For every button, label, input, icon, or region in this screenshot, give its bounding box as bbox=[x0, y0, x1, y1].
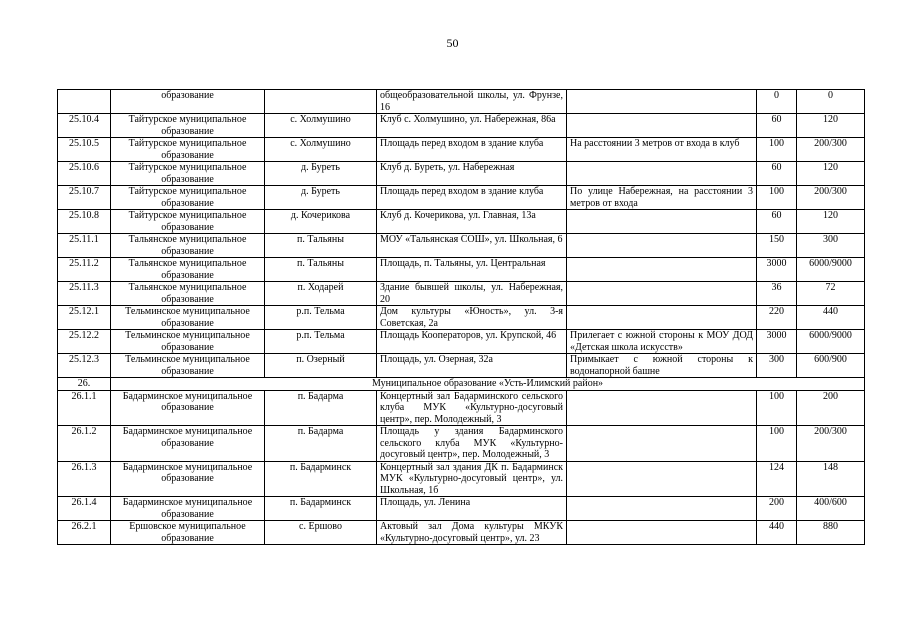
capacity-cell: 100 bbox=[757, 390, 797, 426]
row-number-cell: 25.10.7 bbox=[58, 186, 111, 210]
capacity-max-cell: 120 bbox=[797, 114, 865, 138]
settlement-cell: д. Кочерикова bbox=[265, 210, 377, 234]
note-cell bbox=[567, 114, 757, 138]
note-cell bbox=[567, 426, 757, 462]
note-cell bbox=[567, 521, 757, 545]
capacity-cell: 100 bbox=[757, 186, 797, 210]
settlement-cell: с. Холмушино bbox=[265, 114, 377, 138]
table-row bbox=[58, 461, 865, 497]
table-row bbox=[58, 282, 865, 306]
row-number-cell: 25.12.3 bbox=[58, 354, 111, 378]
capacity-max-cell: 200/300 bbox=[797, 138, 865, 162]
location-cell: Площадь Кооператоров, ул. Крупской, 46 bbox=[377, 330, 567, 354]
municipality-cell: Бадарминское муниципальное образование bbox=[111, 426, 265, 462]
page-number: 50 bbox=[446, 36, 459, 50]
municipality-cell: Бадарминское муниципальное образование bbox=[111, 390, 265, 426]
note-cell bbox=[567, 282, 757, 306]
note-cell bbox=[567, 497, 757, 521]
location-cell: Клуб д. Буреть, ул. Набережная bbox=[377, 162, 567, 186]
row-number-cell: 25.11.3 bbox=[58, 282, 111, 306]
location-cell: Площадь перед входом в здание клуба bbox=[377, 138, 567, 162]
location-cell: МОУ «Тальянская СОШ», ул. Школьная, 6 bbox=[377, 234, 567, 258]
location-cell: Площадь перед входом в здание клуба bbox=[377, 186, 567, 210]
capacity-cell: 150 bbox=[757, 234, 797, 258]
venues-table bbox=[57, 89, 865, 545]
settlement-cell: п. Бадарминск bbox=[265, 497, 377, 521]
settlement-cell: п. Ходарей bbox=[265, 282, 377, 306]
capacity-max-cell: 200 bbox=[797, 390, 865, 426]
municipality-cell: Бадарминское муниципальное образование bbox=[111, 461, 265, 497]
capacity-cell: 60 bbox=[757, 210, 797, 234]
capacity-cell: 440 bbox=[757, 521, 797, 545]
table-row bbox=[58, 354, 865, 378]
capacity-max-cell: 880 bbox=[797, 521, 865, 545]
capacity-cell: 100 bbox=[757, 426, 797, 462]
municipality-cell: Тальянское муниципальное образование bbox=[111, 282, 265, 306]
location-cell: Площадь у здания Бадарминского сельского клуба МУК «Культурно-досуговый центр», пер. Молодежный, 3 bbox=[377, 426, 567, 462]
row-number-cell: 25.11.1 bbox=[58, 234, 111, 258]
settlement-cell: д. Буреть bbox=[265, 162, 377, 186]
capacity-max-cell: 6000/9000 bbox=[797, 258, 865, 282]
settlement-cell: с. Холмушино bbox=[265, 138, 377, 162]
settlement-cell: п. Тальяны bbox=[265, 258, 377, 282]
section-number-cell: 26. bbox=[58, 378, 111, 391]
note-cell bbox=[567, 90, 757, 114]
row-number-cell: 25.11.2 bbox=[58, 258, 111, 282]
location-cell: Здание бывшей школы, ул. Набережная, 20 bbox=[377, 282, 567, 306]
section-row bbox=[58, 378, 865, 391]
capacity-cell: 220 bbox=[757, 306, 797, 330]
table-row bbox=[58, 162, 865, 186]
note-cell bbox=[567, 210, 757, 234]
settlement-cell: п. Озерный bbox=[265, 354, 377, 378]
settlement-cell: р.п. Тельма bbox=[265, 306, 377, 330]
row-number-cell: 26.1.4 bbox=[58, 497, 111, 521]
table-row bbox=[58, 330, 865, 354]
settlement-cell bbox=[265, 90, 377, 114]
row-number-cell: 26.1.3 bbox=[58, 461, 111, 497]
row-number-cell: 25.10.4 bbox=[58, 114, 111, 138]
municipality-cell: Тайтурское муниципальное образование bbox=[111, 186, 265, 210]
settlement-cell: п. Бадарма bbox=[265, 426, 377, 462]
table-row bbox=[58, 306, 865, 330]
row-number-cell: 25.12.2 bbox=[58, 330, 111, 354]
note-cell bbox=[567, 258, 757, 282]
capacity-cell: 124 bbox=[757, 461, 797, 497]
row-number-cell bbox=[58, 90, 111, 114]
capacity-max-cell: 600/900 bbox=[797, 354, 865, 378]
capacity-cell: 60 bbox=[757, 114, 797, 138]
municipality-cell: Тайтурское муниципальное образование bbox=[111, 114, 265, 138]
location-cell: Концертный зал Бадарминского сельского клуба МУК «Культурно-досуговый центр», пер. Молодежный, 3 bbox=[377, 390, 567, 426]
capacity-max-cell: 120 bbox=[797, 210, 865, 234]
capacity-cell: 60 bbox=[757, 162, 797, 186]
settlement-cell: с. Ершово bbox=[265, 521, 377, 545]
capacity-cell: 0 bbox=[757, 90, 797, 114]
row-number-cell: 26.2.1 bbox=[58, 521, 111, 545]
table-row bbox=[58, 210, 865, 234]
note-cell bbox=[567, 306, 757, 330]
location-cell: Клуб с. Холмушино, ул. Набережная, 86а bbox=[377, 114, 567, 138]
settlement-cell: р.п. Тельма bbox=[265, 330, 377, 354]
settlement-cell: д. Буреть bbox=[265, 186, 377, 210]
capacity-max-cell: 72 bbox=[797, 282, 865, 306]
capacity-max-cell: 300 bbox=[797, 234, 865, 258]
municipality-cell: Ершовское муниципальное образование bbox=[111, 521, 265, 545]
capacity-max-cell: 200/300 bbox=[797, 186, 865, 210]
note-cell bbox=[567, 162, 757, 186]
table-row bbox=[58, 114, 865, 138]
capacity-max-cell: 200/300 bbox=[797, 426, 865, 462]
capacity-cell: 200 bbox=[757, 497, 797, 521]
table-row bbox=[58, 521, 865, 545]
note-cell bbox=[567, 461, 757, 497]
location-cell: Площадь, ул. Озерная, 32а bbox=[377, 354, 567, 378]
location-cell: общеобразовательной школы, ул. Фрунзе, 16 bbox=[377, 90, 567, 114]
note-cell: Прилегает с южной стороны к МОУ ДОД «Детская школа искусств» bbox=[567, 330, 757, 354]
table-row bbox=[58, 497, 865, 521]
table-row bbox=[58, 426, 865, 462]
capacity-max-cell: 400/600 bbox=[797, 497, 865, 521]
table-row bbox=[58, 90, 865, 114]
row-number-cell: 26.1.1 bbox=[58, 390, 111, 426]
capacity-max-cell: 0 bbox=[797, 90, 865, 114]
capacity-max-cell: 120 bbox=[797, 162, 865, 186]
note-cell: По улице Набережная, на расстоянии 3 метров от входа bbox=[567, 186, 757, 210]
capacity-cell: 36 bbox=[757, 282, 797, 306]
settlement-cell: п. Бадарминск bbox=[265, 461, 377, 497]
capacity-cell: 300 bbox=[757, 354, 797, 378]
municipality-cell: Тельминское муниципальное образование bbox=[111, 306, 265, 330]
row-number-cell: 25.12.1 bbox=[58, 306, 111, 330]
capacity-cell: 3000 bbox=[757, 330, 797, 354]
row-number-cell: 25.10.5 bbox=[58, 138, 111, 162]
note-cell bbox=[567, 390, 757, 426]
row-number-cell: 25.10.8 bbox=[58, 210, 111, 234]
table-body bbox=[58, 90, 865, 545]
capacity-max-cell: 6000/9000 bbox=[797, 330, 865, 354]
municipality-cell: Бадарминское муниципальное образование bbox=[111, 497, 265, 521]
location-cell: Клуб д. Кочерикова, ул. Главная, 13а bbox=[377, 210, 567, 234]
municipality-cell: Тайтурское муниципальное образование bbox=[111, 138, 265, 162]
municipality-cell: Тальянское муниципальное образование bbox=[111, 234, 265, 258]
location-cell: Площадь, п. Тальяны, ул. Центральная bbox=[377, 258, 567, 282]
row-number-cell: 25.10.6 bbox=[58, 162, 111, 186]
municipality-cell: Тайтурское муниципальное образование bbox=[111, 162, 265, 186]
settlement-cell: п. Бадарма bbox=[265, 390, 377, 426]
municipality-cell: Тальянское муниципальное образование bbox=[111, 258, 265, 282]
note-cell: На расстоянии 3 метров от входа в клуб bbox=[567, 138, 757, 162]
table-row bbox=[58, 390, 865, 426]
settlement-cell: п. Тальяны bbox=[265, 234, 377, 258]
table-row bbox=[58, 234, 865, 258]
capacity-cell: 100 bbox=[757, 138, 797, 162]
municipality-cell: Тельминское муниципальное образование bbox=[111, 330, 265, 354]
row-number-cell: 26.1.2 bbox=[58, 426, 111, 462]
municipality-cell: Тельминское муниципальное образование bbox=[111, 354, 265, 378]
location-cell: Актовый зал Дома культуры МКУК «Культурно-досуговый центр», ул. 23 bbox=[377, 521, 567, 545]
municipality-cell: образование bbox=[111, 90, 265, 114]
capacity-max-cell: 148 bbox=[797, 461, 865, 497]
location-cell: Концертный зал здания ДК п. Бадарминск МУК «Культурно-досуговый центр», ул. Школьная, 1б bbox=[377, 461, 567, 497]
note-cell bbox=[567, 234, 757, 258]
capacity-cell: 3000 bbox=[757, 258, 797, 282]
capacity-max-cell: 440 bbox=[797, 306, 865, 330]
table-row bbox=[58, 186, 865, 210]
location-cell: Дом культуры «Юность», ул. 3-я Советская, 2а bbox=[377, 306, 567, 330]
section-title-cell: Муниципальное образование «Усть-Илимский район» bbox=[111, 378, 865, 391]
location-cell: Площадь, ул. Ленина bbox=[377, 497, 567, 521]
table-row bbox=[58, 258, 865, 282]
note-cell: Примыкает с южной стороны к водонапорной башне bbox=[567, 354, 757, 378]
municipality-cell: Тайтурское муниципальное образование bbox=[111, 210, 265, 234]
table-row bbox=[58, 138, 865, 162]
